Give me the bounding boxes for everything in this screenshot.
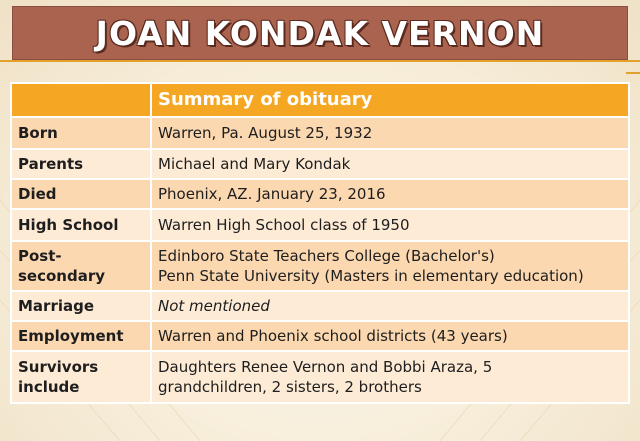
- row-value: Michael and Mary Kondak: [151, 149, 629, 179]
- row-value-line: Daughters Renee Vernon and Bobbi Araza, 5: [158, 358, 493, 376]
- row-label: Parents: [11, 149, 151, 179]
- table-row: [11, 149, 629, 179]
- table-row: [11, 179, 629, 209]
- row-label: High School: [11, 209, 151, 241]
- row-value-line: grandchildren, 2 sisters, 2 brothers: [158, 378, 422, 396]
- table-row: [11, 241, 629, 291]
- table-row: [11, 291, 629, 321]
- row-label: Marriage: [11, 291, 151, 321]
- row-value-line: Penn State University (Masters in elementary education): [158, 267, 584, 285]
- title-banner: [12, 6, 628, 60]
- row-label-line: Survivors: [18, 358, 99, 376]
- row-label-line: Post-: [18, 247, 62, 265]
- table-row: [11, 209, 629, 241]
- row-value: Phoenix, AZ. January 23, 2016: [151, 179, 629, 209]
- row-value: Warren High School class of 1950: [151, 209, 629, 241]
- table-row: [11, 351, 629, 403]
- row-label-line: include: [18, 378, 80, 396]
- row-label: [11, 351, 151, 403]
- row-value-line: Edinboro State Teachers College (Bachelor's): [158, 247, 495, 265]
- row-value: Warren and Phoenix school districts (43 years): [151, 321, 629, 351]
- row-value: Warren, Pa. August 25, 1932: [151, 117, 629, 149]
- row-label: [11, 241, 151, 291]
- row-value: Not mentioned: [151, 291, 629, 321]
- row-value: [151, 241, 629, 291]
- row-label-line: secondary: [18, 267, 106, 285]
- table-row: [11, 117, 629, 149]
- header-empty-cell: [11, 83, 151, 117]
- table-row: [11, 321, 629, 351]
- table-header-row: [11, 83, 629, 117]
- accent-line: [0, 60, 640, 62]
- slide-title: JOAN KONDAK VERNON: [95, 13, 545, 53]
- row-label: Born: [11, 117, 151, 149]
- row-value: [151, 351, 629, 403]
- row-label: Died: [11, 179, 151, 209]
- table-header: Summary of obituary: [151, 83, 629, 117]
- accent-tick: [626, 72, 640, 74]
- obituary-summary-table: [10, 82, 630, 404]
- row-label: Employment: [11, 321, 151, 351]
